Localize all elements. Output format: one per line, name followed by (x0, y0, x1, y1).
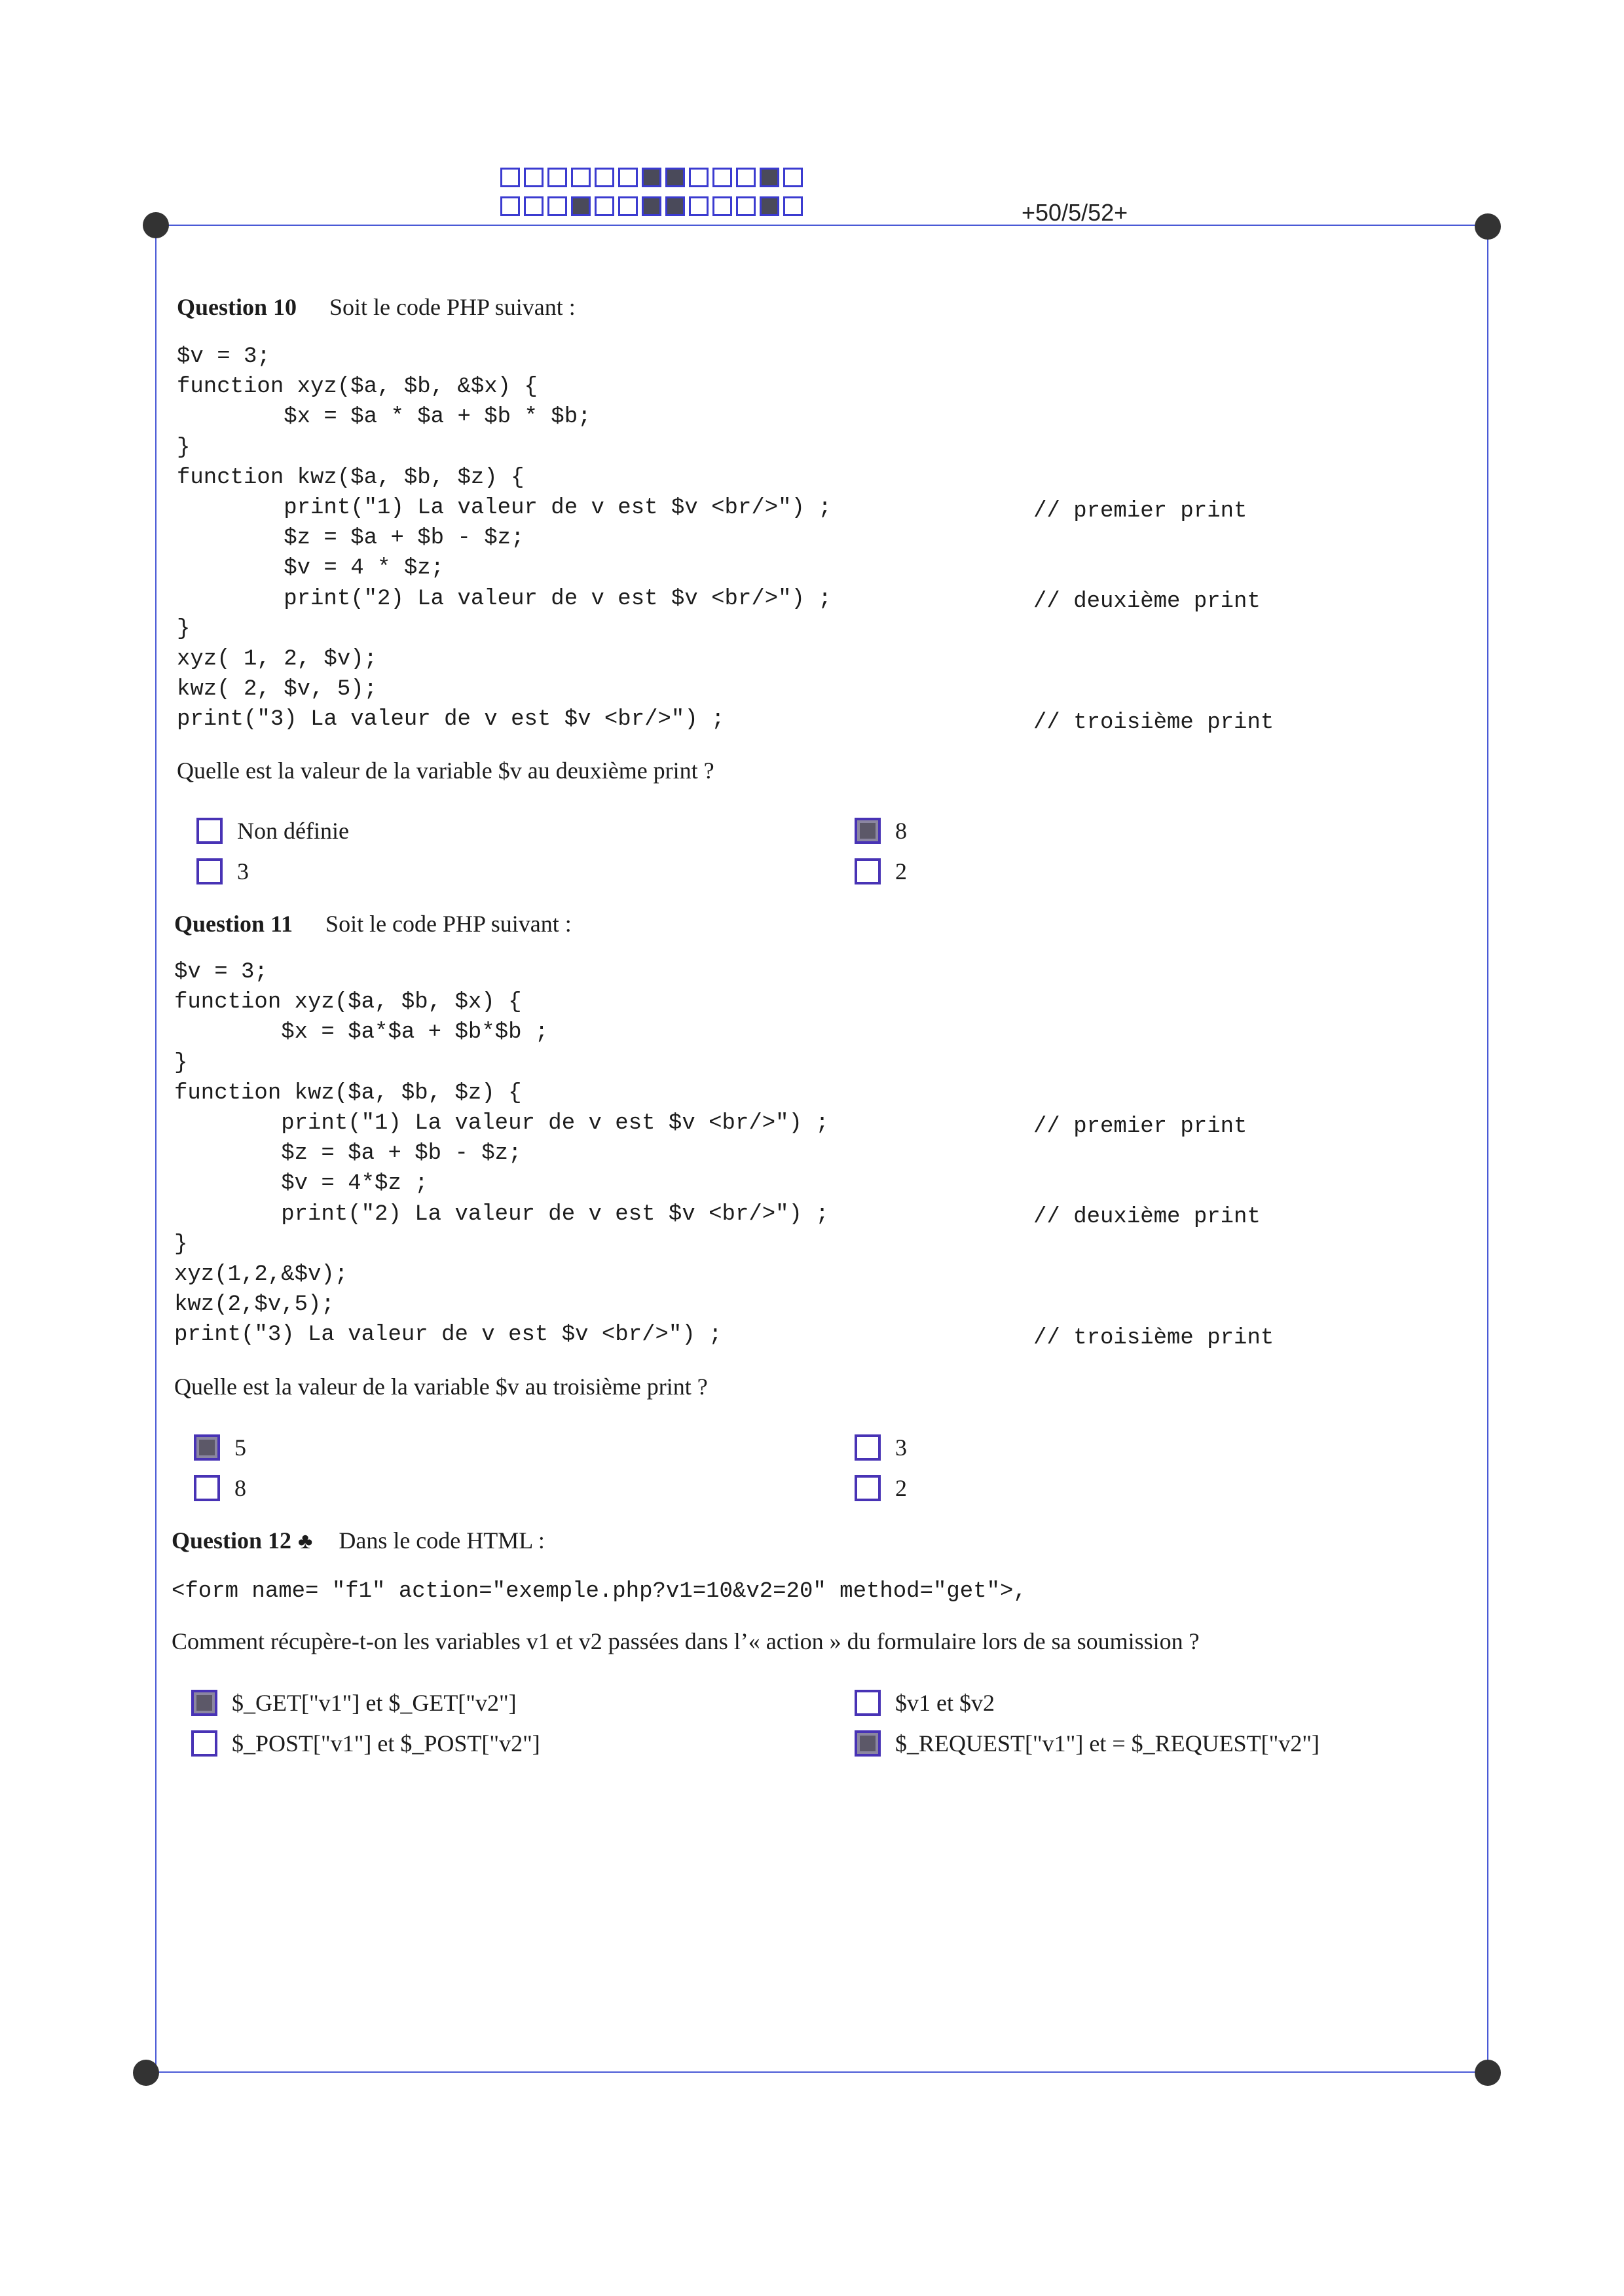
id-code-box (642, 168, 661, 187)
id-code-box (571, 168, 591, 187)
checkbox[interactable] (855, 1690, 881, 1716)
answer-label: $v1 et $v2 (895, 1690, 995, 1716)
question-12-heading (172, 1527, 545, 1554)
answer-option[interactable] (855, 1434, 907, 1461)
id-code-box (500, 196, 520, 216)
id-code-box (618, 168, 638, 187)
question-11-comment-3: // troisième print (1033, 1326, 1274, 1351)
question-label: Question 12 (172, 1527, 292, 1554)
frame-bottom-line (145, 2071, 1490, 2073)
question-intro: Soit le code PHP suivant : (329, 294, 576, 320)
question-12-prompt: Comment récupère-t-on les variables v1 et v2 passées dans l’« action » du formulaire lors de sa soumission ? (172, 1628, 1200, 1654)
answer-option[interactable] (855, 858, 907, 885)
checkbox[interactable] (855, 1475, 881, 1501)
id-code-box (736, 196, 756, 216)
answer-label: 2 (895, 858, 907, 884)
id-code-box (642, 196, 661, 216)
answer-option[interactable] (191, 1730, 540, 1757)
id-code-box (783, 168, 803, 187)
id-code-box (783, 196, 803, 216)
answer-label: $_GET["v1"] et $_GET["v2"] (232, 1690, 517, 1716)
id-code-box (689, 196, 709, 216)
answer-label: 8 (234, 1475, 246, 1501)
question-11-heading (174, 910, 572, 938)
answer-label: Non définie (237, 818, 349, 844)
corner-mark-bottom-right (1475, 2060, 1501, 2086)
answer-option[interactable] (194, 1434, 246, 1461)
question-10-prompt: Quelle est la valeur de la variable $v au deuxième print ? (177, 757, 714, 784)
answer-label: 8 (895, 818, 907, 844)
id-code-box (595, 168, 614, 187)
checkbox[interactable] (191, 1690, 217, 1716)
question-11-prompt: Quelle est la valeur de la variable $v au troisième print ? (174, 1374, 708, 1400)
question-12-code: <form name= "f1" action="exemple.php?v1=10&v2=20" method="get">, (172, 1579, 1027, 1604)
page-id: +50/5/52+ (1022, 199, 1128, 226)
question-10-heading (177, 293, 576, 321)
id-code-box (665, 168, 685, 187)
question-10-comment-1: // premier print (1033, 499, 1247, 524)
frame-right-line (1487, 225, 1488, 2071)
club-icon: ♣ (298, 1529, 313, 1554)
id-code-box (736, 168, 756, 187)
answer-option[interactable] (855, 817, 907, 845)
question-11-comment-1: // premier print (1033, 1114, 1247, 1139)
question-10-comment-3: // troisième print (1033, 710, 1274, 735)
answer-option[interactable] (855, 1474, 907, 1502)
id-code-box (712, 168, 732, 187)
id-code-row-1 (500, 168, 807, 189)
id-code-box (595, 196, 614, 216)
answer-option[interactable] (191, 1689, 517, 1717)
answer-option[interactable] (196, 858, 249, 885)
id-code-box (712, 196, 732, 216)
id-code-box (547, 196, 567, 216)
answer-label: 3 (895, 1434, 907, 1461)
answer-option[interactable] (194, 1474, 246, 1502)
answer-option[interactable] (855, 1730, 1320, 1757)
answer-option[interactable] (196, 817, 349, 845)
checkbox[interactable] (196, 818, 223, 844)
answer-label: 2 (895, 1475, 907, 1501)
id-code-box (760, 196, 779, 216)
question-label: Question 10 (177, 294, 297, 320)
id-code-row-2 (500, 196, 807, 217)
id-code-box (524, 196, 544, 216)
question-10-comment-2: // deuxième print (1033, 589, 1261, 614)
answer-label: $_REQUEST["v1"] et = $_REQUEST["v2"] (895, 1730, 1320, 1757)
question-intro: Soit le code PHP suivant : (325, 911, 572, 937)
checkbox[interactable] (194, 1475, 220, 1501)
id-code-box (665, 196, 685, 216)
answer-option[interactable] (855, 1689, 995, 1717)
id-code-box (571, 196, 591, 216)
id-code-box (689, 168, 709, 187)
id-code-box (500, 168, 520, 187)
question-intro: Dans le code HTML : (339, 1527, 545, 1554)
checkbox[interactable] (855, 1434, 881, 1461)
frame-left-line (155, 225, 157, 2071)
frame-top-line (158, 225, 1490, 226)
question-11-comment-2: // deuxième print (1033, 1205, 1261, 1230)
question-label: Question 11 (174, 911, 293, 937)
answer-label: 3 (237, 858, 249, 884)
checkbox[interactable] (855, 858, 881, 884)
answer-label: 5 (234, 1434, 246, 1461)
checkbox[interactable] (196, 858, 223, 884)
checkbox[interactable] (194, 1434, 220, 1461)
corner-mark-bottom-left (133, 2060, 159, 2086)
corner-mark-top-right (1475, 213, 1501, 240)
id-code-box (760, 168, 779, 187)
question-11-code: $v = 3; function xyz($a, $b, $x) { $x = $a*$a + $b*$b ; } function kwz($a, $b, $z) { print("1) La valeur de v est $v <br/>") ; $z = $a + $b - $z; $v = 4*$z ; print("2) La valeur de v est $v <br/>") ; } xyz(1,2,&$v); kwz(2,$v,5); print("3) La valeur de v est $v <br/>") ; (174, 960, 829, 1348)
id-code-box (547, 168, 567, 187)
question-10-code: $v = 3; function xyz($a, $b, &$x) { $x = $a * $a + $b * $b; } function kwz($a, $b, $z) { print("1) La valeur de v est $v <br/>") ; $z = $a + $b - $z; $v = 4 * $z; print("2) La valeur de v est $v <br/>") ; } xyz( 1, 2, $v); kwz( 2, $v, 5); print("3) La valeur de v est $v <br/>") ; (177, 344, 832, 733)
checkbox[interactable] (855, 1730, 881, 1757)
checkbox[interactable] (191, 1730, 217, 1757)
id-code-box (618, 196, 638, 216)
answer-label: $_POST["v1"] et $_POST["v2"] (232, 1730, 540, 1757)
checkbox[interactable] (855, 818, 881, 844)
id-code-box (524, 168, 544, 187)
corner-mark-top-left (143, 212, 169, 238)
